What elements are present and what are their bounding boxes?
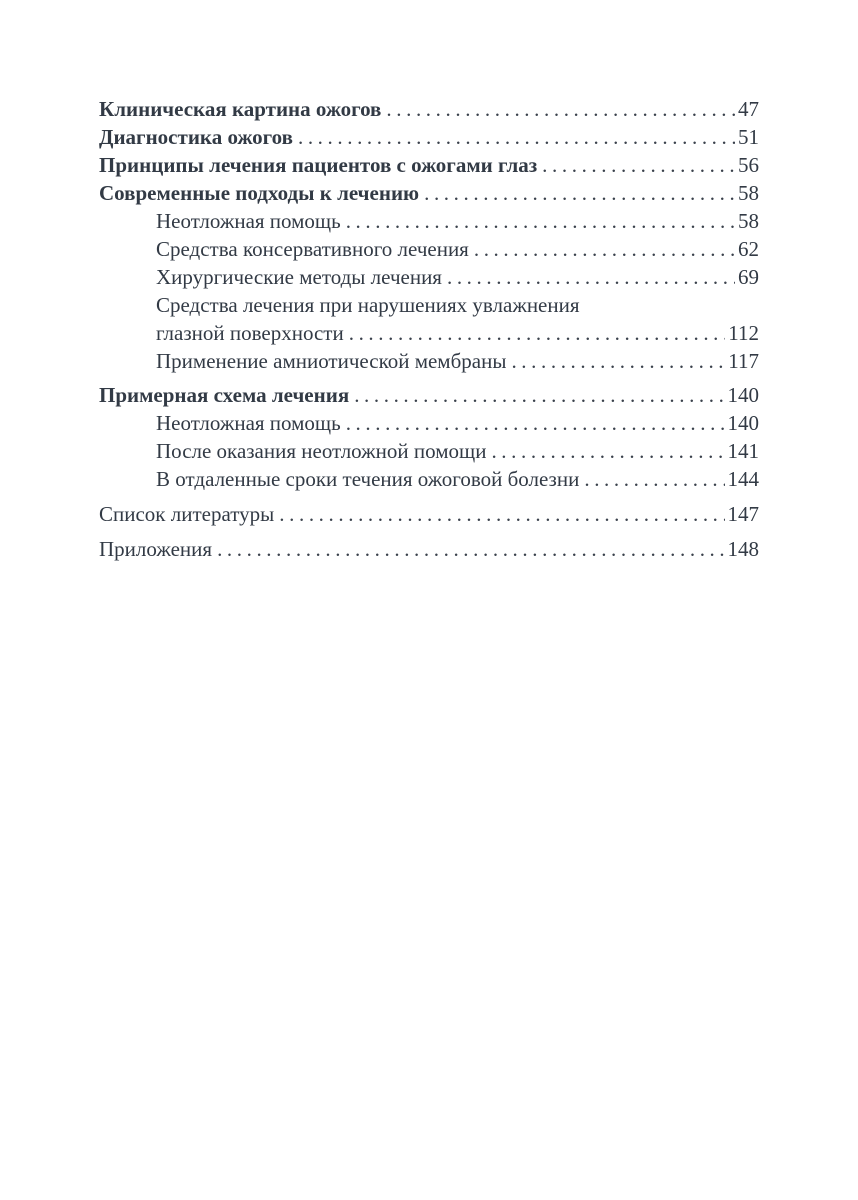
toc-entry-page: 117 [728,349,759,373]
toc-entry [99,465,759,493]
toc-entry [99,207,759,235]
toc-entry [99,95,759,123]
toc-entry-page: 148 [727,537,759,561]
toc-entry-title: глазной поверхности [156,321,344,345]
toc-entry-page: 140 [727,411,759,435]
dot-leader [542,151,735,179]
dot-leader [491,437,724,465]
toc-entry-page: 140 [727,383,759,407]
toc-entry-page: 47 [738,97,759,121]
toc-entry-title: Список литературы [99,502,275,526]
table-of-contents [99,95,759,563]
toc-entry-title: После оказания неотложной помощи [156,439,487,463]
dot-leader [346,409,725,437]
toc-entry-title: Применение амниотической мембраны [156,349,507,373]
toc-entry [99,500,759,528]
toc-entry-title: Диагностика ожогов [99,125,293,149]
toc-entry-page: 62 [738,237,759,261]
dot-leader [298,123,735,151]
dot-leader [424,179,735,207]
toc-entry-page: 58 [738,209,759,233]
toc-entry-title: Неотложная помощь [156,209,341,233]
toc-entry [99,235,759,263]
toc-entry-title: Неотложная помощь [156,411,341,435]
toc-entry-wrapped-line-2 [99,319,759,347]
toc-entry-title: В отдаленные сроки течения ожоговой болезни [156,467,580,491]
toc-entry-title: Клиническая картина ожогов [99,97,382,121]
dot-leader [511,347,725,375]
dot-leader [346,207,735,235]
toc-entry-page: 58 [738,181,759,205]
toc-entry-wrapped-line-1 [99,291,759,319]
dot-leader [584,465,724,493]
toc-entry [99,409,759,437]
toc-entry-title: Современные подходы к лечению [99,181,420,205]
toc-entry [99,381,759,409]
dot-leader [447,263,735,291]
toc-entry [99,179,759,207]
toc-entry [99,263,759,291]
toc-entry-title: Приложения [99,537,213,561]
toc-entry-title: Средства лечения при нарушениях увлажнения [156,293,580,317]
toc-entry-title: Примерная схема лечения [99,383,350,407]
toc-entry-title: Хирургические методы лечения [156,265,442,289]
toc-entry-page: 147 [727,502,759,526]
toc-entry-title: Средства консервативного лечения [156,237,469,261]
toc-entry-page: 112 [728,321,759,345]
dot-leader [349,319,726,347]
toc-entry [99,437,759,465]
toc-entry-page: 69 [738,265,759,289]
dot-leader [474,235,735,263]
toc-entry-page: 141 [727,439,759,463]
toc-entry-page: 51 [738,125,759,149]
toc-entry [99,151,759,179]
dot-leader [354,381,724,409]
toc-entry-page: 56 [738,153,759,177]
toc-entry-title: Принципы лечения пациентов с ожогами глаз [99,153,538,177]
dot-leader [386,95,735,123]
toc-entry [99,123,759,151]
dot-leader [217,535,724,563]
toc-entry [99,347,759,375]
toc-entry-page: 144 [727,467,759,491]
dot-leader [279,500,724,528]
toc-entry [99,535,759,563]
